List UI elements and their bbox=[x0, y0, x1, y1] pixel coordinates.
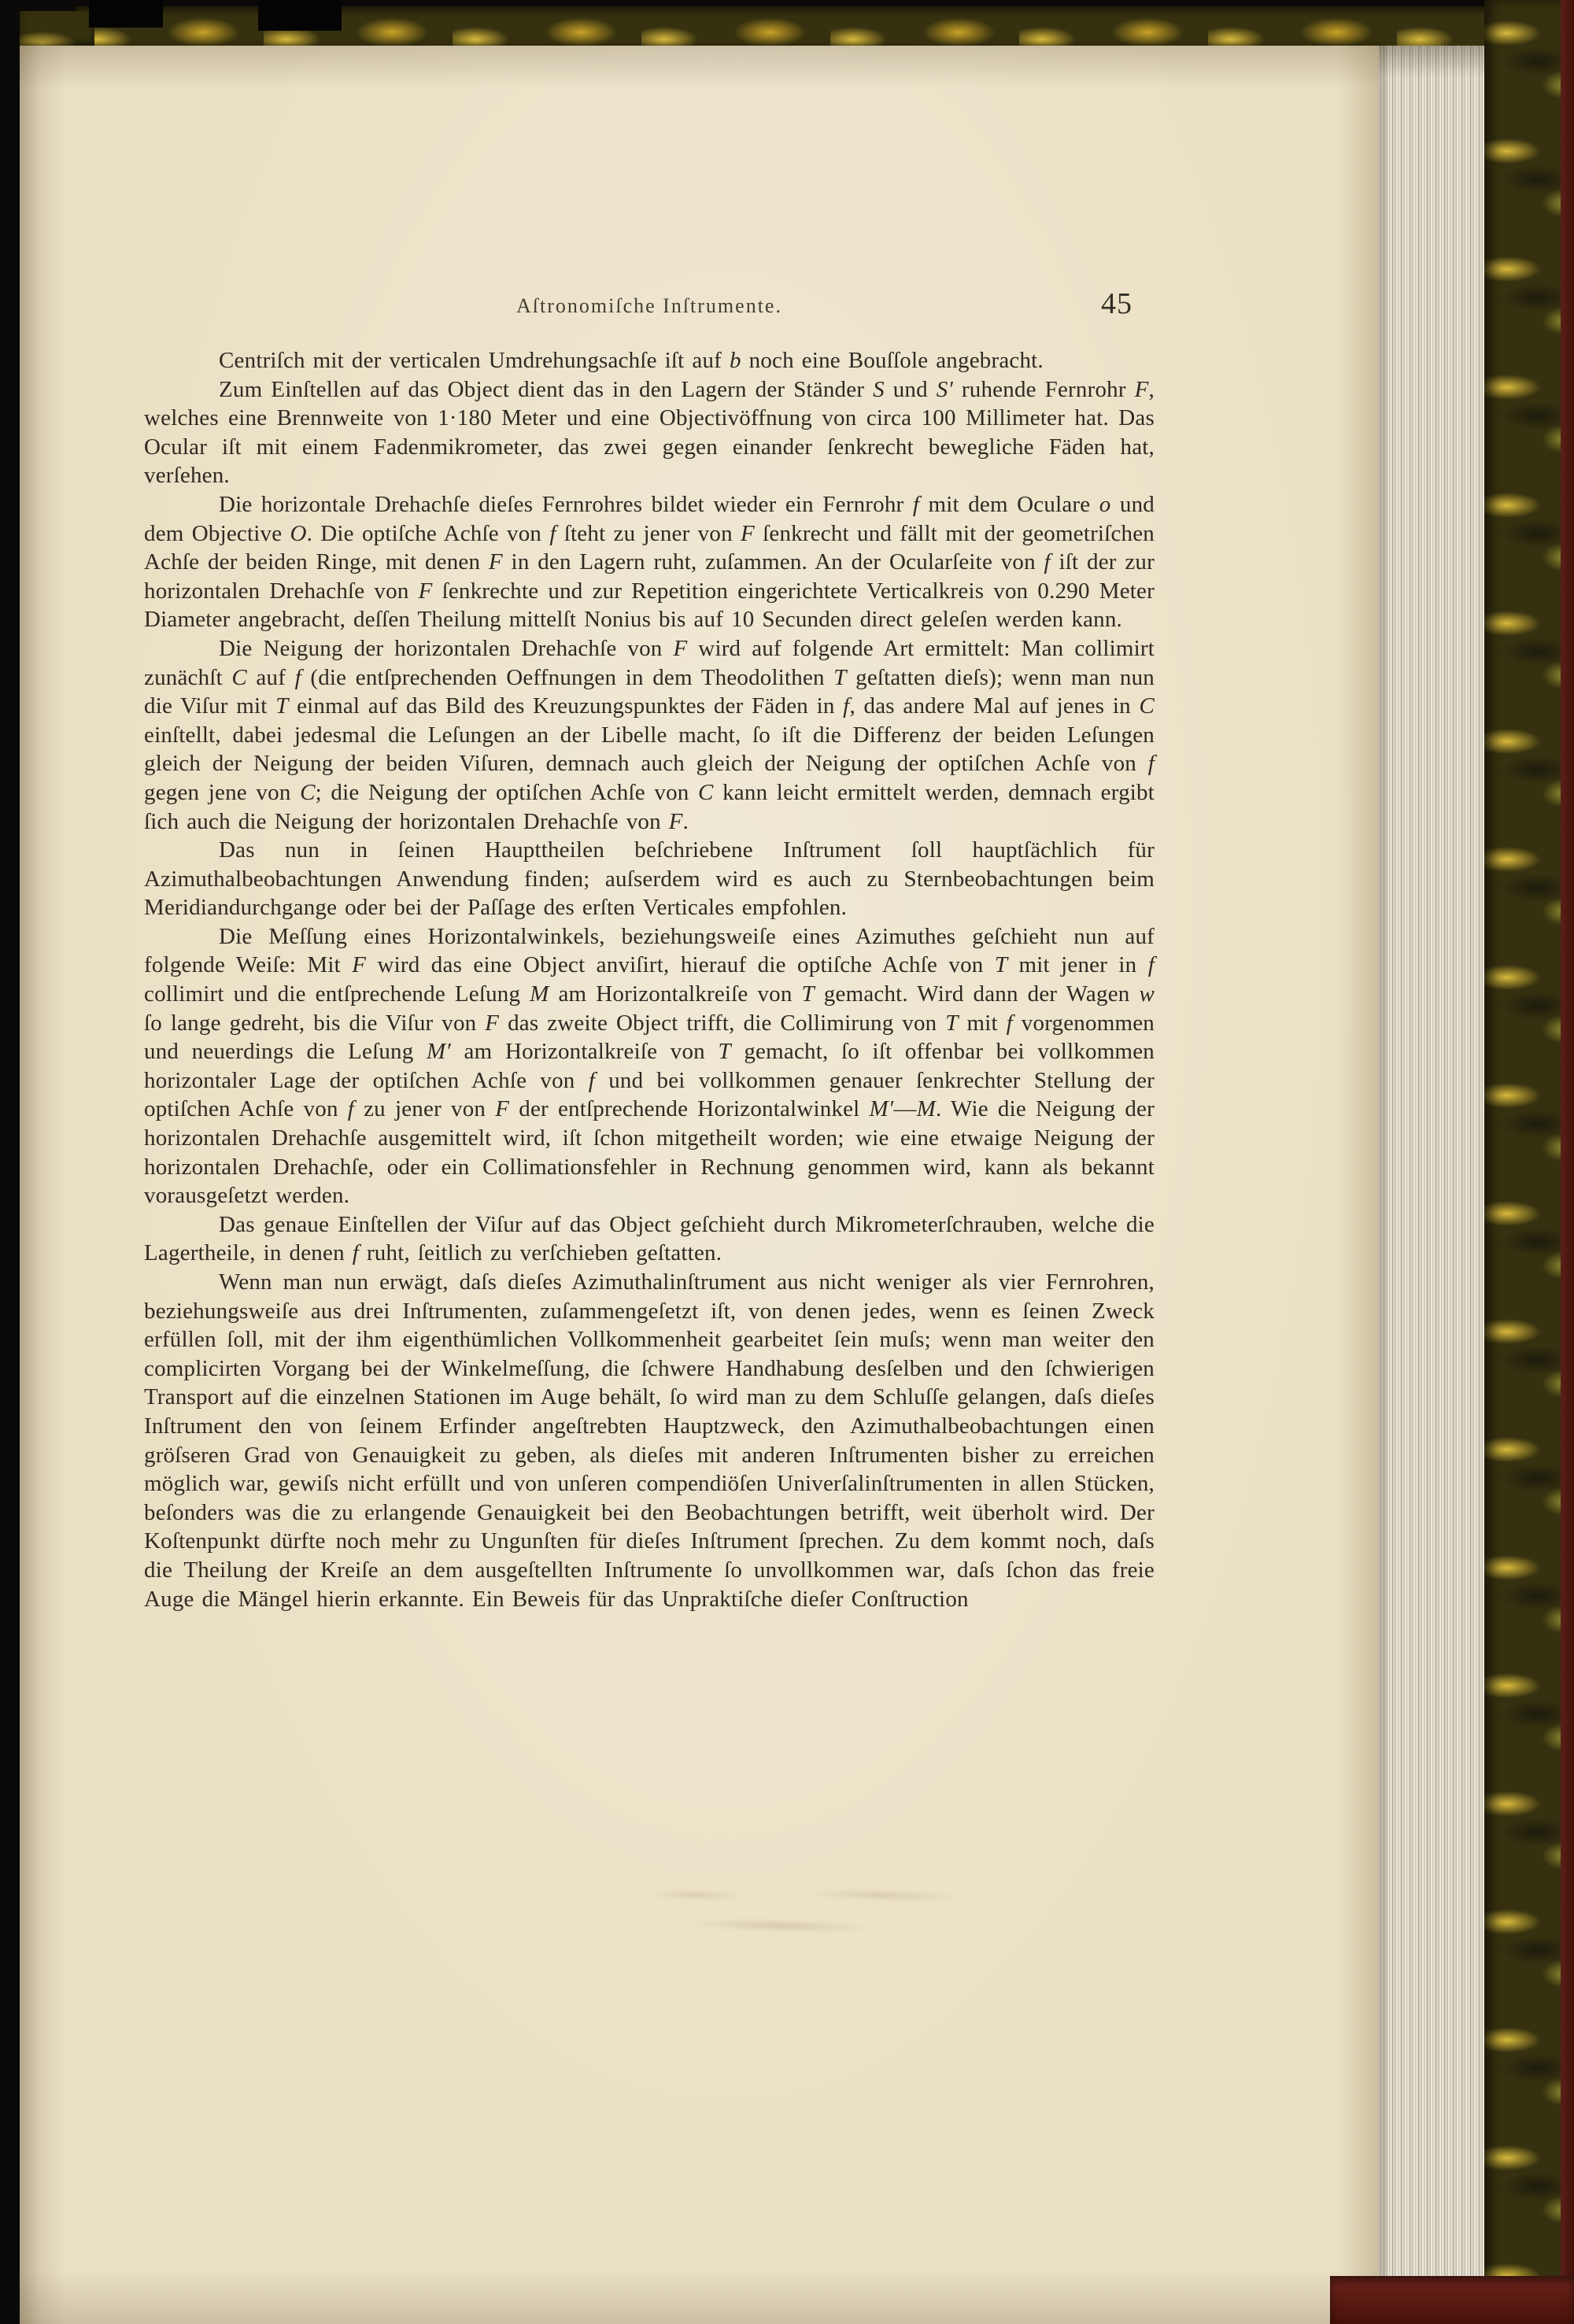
page-number: 45 bbox=[1101, 287, 1132, 320]
page-header bbox=[144, 287, 1155, 320]
page-fore-edges bbox=[1379, 46, 1487, 2324]
paragraph-7: Das genaue Einſtellen der Viſur auf das Object geſchieht durch Mikrometerſchrauben, welche die Lagertheile, in denen f ruht, ſeitlich zu verſchieben geſtatten. bbox=[144, 1211, 1155, 1266]
binding-tab bbox=[89, 0, 163, 28]
paragraph-6: Die Meſſung eines Horizontalwinkels, beziehungsweiſe eines Azimuthes geſchieht nun auf folgende Weiſe: Mit F wird das eine Object anviſirt, hierauf die optiſche Achſe von T mit jener in f collimirt und die entſprechende Leſung M am Horizontalkreiſe von T gemacht. Wird dann der Wagen w ſo lange gedreht, bis die Viſur von F das zweite Object trifft, die Collimirung von T mit f vorgenommen und neuerdings die Leſung M′ am Horizontalkreiſe von T gemacht, ſo iſt offenbar bei vollkommen horizontaler Lage der optiſchen Achſe von f und bei vollkommen genauer ſenkrechter Stellung der optiſchen Achſe von f zu jener von F der entſprechende Horizontalwinkel M′—M. Wie die Neigung der horizontalen Drehachſe ausgemittelt wird, iſt ſchon mitgetheilt worden; wie eine etwaige Neigung der horizontalen Drehachſe, oder ein Collimationsfehler in Rechnung genommen wird, kann als bekannt vorausgeſetzt werden. bbox=[144, 923, 1155, 1209]
ink-show-through bbox=[645, 1860, 985, 1964]
paragraph-2: Zum Einſtellen auf das Object dient das in den Lagern der Ständer S und S′ ruhende Fernrohr F, welches eine Brennweite von 1·180 Meter und eine Objectivöffnung von circa 100 Millimeter hat. Das Ocular iſt mit einem Fadenmikrometer, das zwei gegen einander ſenkrecht bewegliche Fäden hat, verſehen. bbox=[144, 376, 1155, 489]
page-text bbox=[144, 346, 1155, 1613]
paragraph-1: Centriſch mit der verticalen Umdrehungsachſe iſt auf b noch eine Bouſſole angebracht. bbox=[219, 348, 1044, 373]
paragraph-3: Die horizontale Drehachſe dieſes Fernrohres bildet wieder ein Fernrohr f mit dem Oculare o und dem Objective O. Die optiſche Achſe von f ſteht zu jener von F ſenkrecht und fällt mit der geometriſchen Achſe der beiden Ringe, mit denen F in den Lagern ruht, zuſammen. An der Ocularſeite von f iſt der zur horizontalen Drehachſe von F ſenkrechte und zur Repetition eingerichtete Verticalkreis von 0.290 Meter Diameter angebracht, deſſen Theilung mittelſt Nonius bis auf 10 Secunden direct geleſen werden kann. bbox=[144, 491, 1155, 633]
book-page bbox=[20, 46, 1381, 2324]
paragraph-5: Das nun in ſeinen Haupttheilen beſchriebene Inſtrument ſoll hauptſächlich für Azimuthalbeobachtungen Anwendung finden; auſserdem wird es auch zu Sternbeobachtungen beim Meridiandurchgange oder bei der Paſſage des erſten Verticales empfohlen. bbox=[144, 837, 1155, 921]
book-cover-corner bbox=[20, 11, 94, 49]
book-spine bbox=[1561, 0, 1574, 2324]
paragraph-8: Wenn man nun erwägt, daſs dieſes Azimuthalinſtrument aus nicht weniger als vier Fernrohren, beziehungsweiſe aus drei Inſtrumenten, zuſammengeſetzt iſt, von denen jedes, wenn es ſeinen Zweck erfüllen ſoll, mit der ihm eigenthümlichen Vollkommenheit gearbeitet ſein muſs; wenn man weiter den complicirten Vorgang bei der Winkelmeſſung, die ſchwere Handhabung desſelben und den ſchwierigen Transport auf die einzelnen Stationen im Auge behält, ſo wird man zu dem Schluſſe gelangen, daſs dieſes Inſtrument den von ſeinem Erfinder angeſtrebten Hauptzweck, den Azimuthalbeobachtungen einen gröſseren Grad von Genauigkeit zu geben, als dieſes mit anderen Inſtrumenten bisher zu erreichen möglich war, gewiſs nicht erfüllt und von unſeren compendiöſen Univerſalinſtrumenten in allen Stücken, beſonders was die zu erlangende Genauigkeit bei den Beobachtungen betrifft, weit überholt wird. Der Koſtenpunkt dürfte noch mehr zu Ungunſten für dieſes Inſtrument ſprechen. Zu dem kommt noch, daſs die Theilung der Kreiſe an dem ausgeſtellten Inſtrumente ſo unvollkommen war, daſs ſchon das freie Auge die Mängel hierin erkannte. Ein Beweis für das Unpraktiſche dieſer Conſtruction bbox=[144, 1269, 1155, 1612]
binding-tab bbox=[258, 0, 342, 31]
paragraph-4: Die Neigung der horizontalen Drehachſe von F wird auf folgende Art ermittelt: Man collimirt zunächſt C auf f (die entſprechenden Oeffnungen in dem Theodolithen T geſtatten dieſs); wenn man nun die Viſur mit T einmal auf das Bild des Kreuzungspunktes der Fäden in f, das andere Mal auf jenes in C einſtellt, dabei jedesmal die Leſungen an der Libelle macht, ſo iſt die Differenz der beiden Leſungen gleich der Neigung der beiden Viſuren, demnach auch gleich der Neigung der optiſchen Achſe von f gegen jene von C; die Neigung der optiſchen Achſe von C kann leicht ermittelt werden, demnach ergibt ſich auch die Neigung der horizontalen Drehachſe von F. bbox=[144, 635, 1155, 834]
book-cover-bottom-edge bbox=[1330, 2276, 1574, 2324]
running-title: Aſtronomiſche Inſtrumente. bbox=[516, 294, 782, 317]
